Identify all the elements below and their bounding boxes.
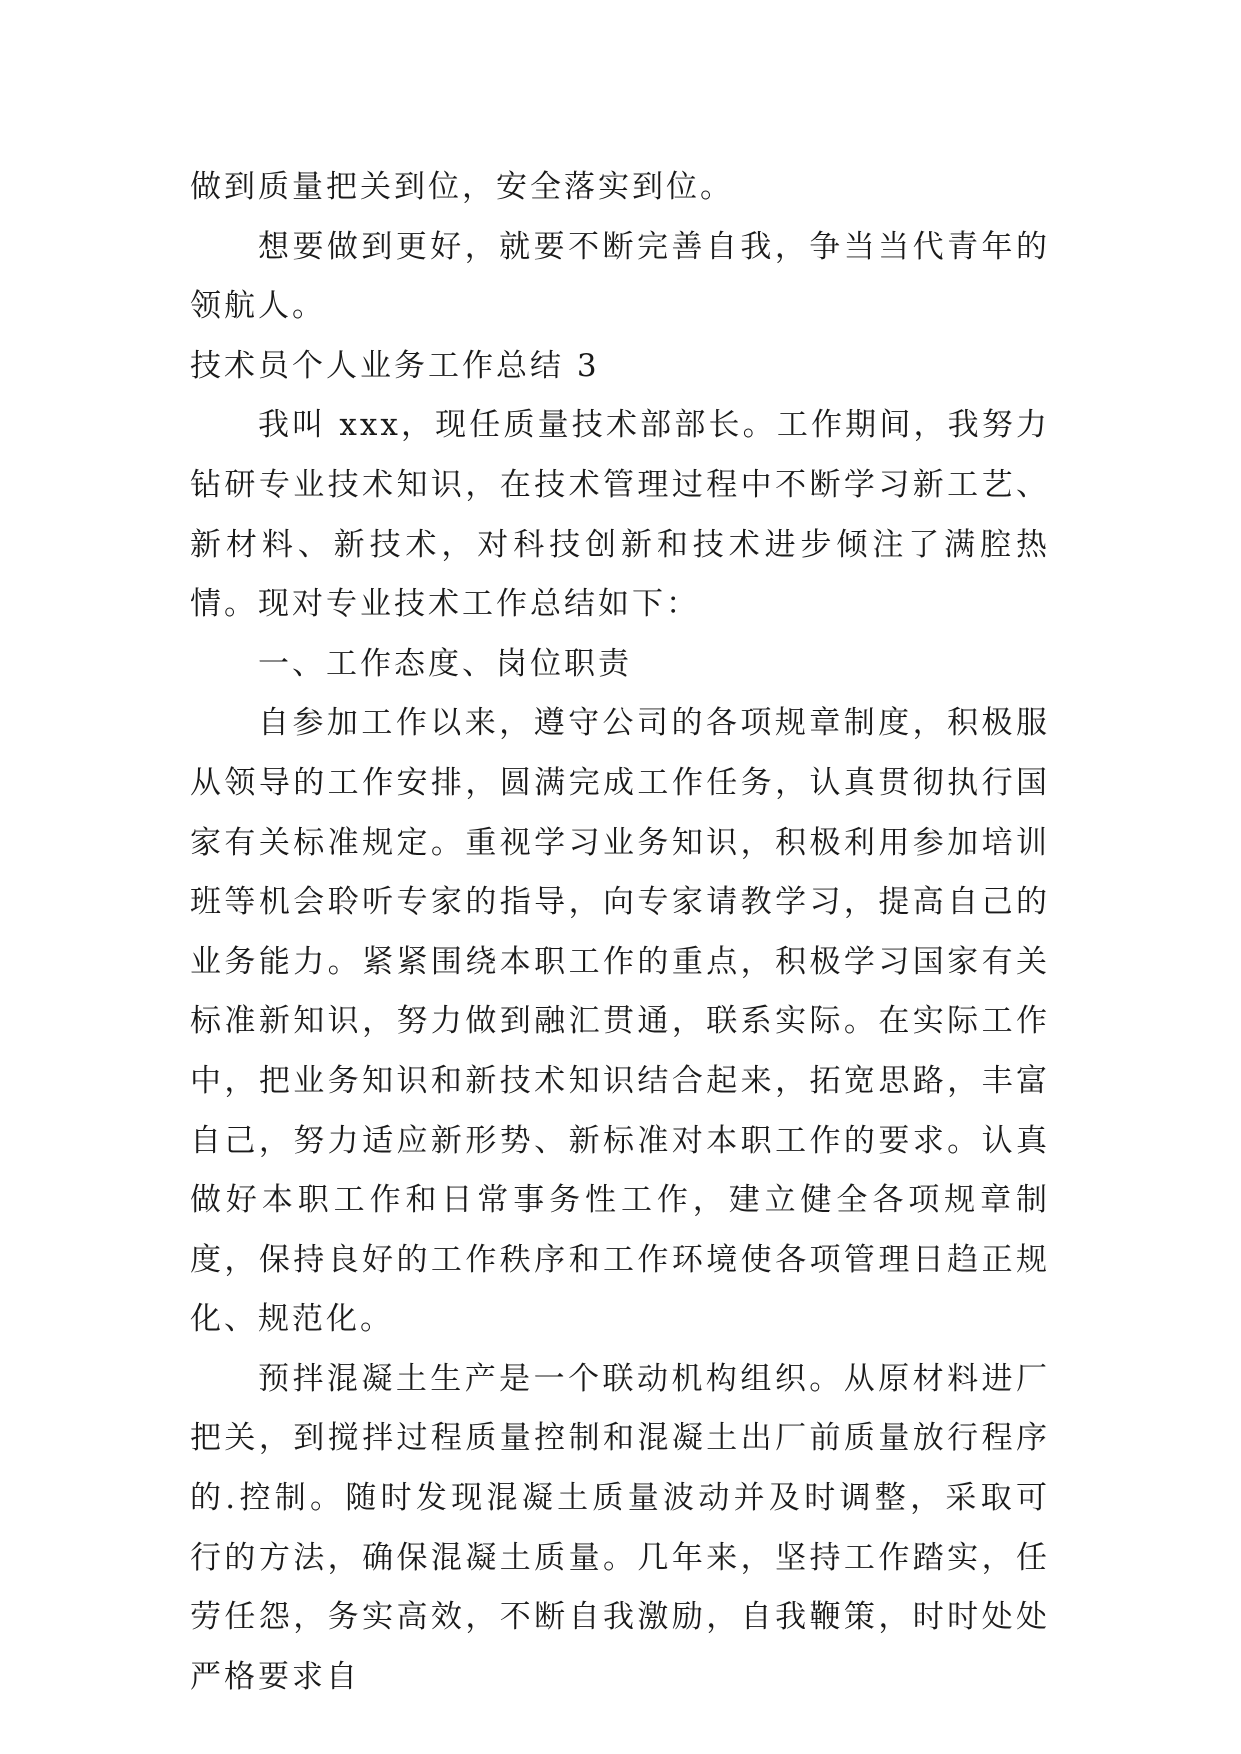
paragraph: 想要做到更好，就要不断完善自我，争当当代青年的领航人。	[190, 228, 1050, 325]
paragraph: 预拌混凝土生产是一个联动机构组织。从原材料进厂把关，到搅拌过程质量控制和混凝土出厂前质量放行程序的.控制。随时发现混凝土质量波动并及时调整，采取可行的方法，确保混凝土质量。几年来，坚持工作踏实，任劳任怨，务实高效，不断自我激励，自我鞭策，时时处处严格要求自	[190, 1360, 1050, 1695]
paragraph: 我叫 xxx，现任质量技术部部长。工作期间，我努力钻研专业技术知识，在技术管理过程中不断学习新工艺、新材料、新技术，对科技创新和技术进步倾注了满腔热情。现对专业技术工作总结如下：	[190, 407, 1050, 623]
paragraph: 自参加工作以来，遵守公司的各项规章制度，积极服从领导的工作安排，圆满完成工作任务，认真贯彻执行国家有关标准规定。重视学习业务知识，积极利用参加培训班等机会聆听专家的指导，向专家请教学习，提高自己的业务能力。紧紧围绕本职工作的重点，积极学习国家有关标准新知识，努力做到融汇贯通，联系实际。在实际工作中，把业务知识和新技术知识结合起来，拓宽思路，丰富自己，努力适应新形势、新标准对本职工作的要求。认真做好本职工作和日常事务性工作，建立健全各项规章制度，保持良好的工作秩序和工作环境使各项管理日趋正规化、规范化。	[190, 705, 1050, 1338]
section-heading: 技术员个人业务工作总结 3	[190, 347, 600, 384]
subsection-heading: 一、工作态度、岗位职责	[258, 645, 632, 682]
paragraph: 做到质量把关到位，安全落实到位。	[190, 169, 734, 205]
document-body	[190, 158, 1050, 1707]
